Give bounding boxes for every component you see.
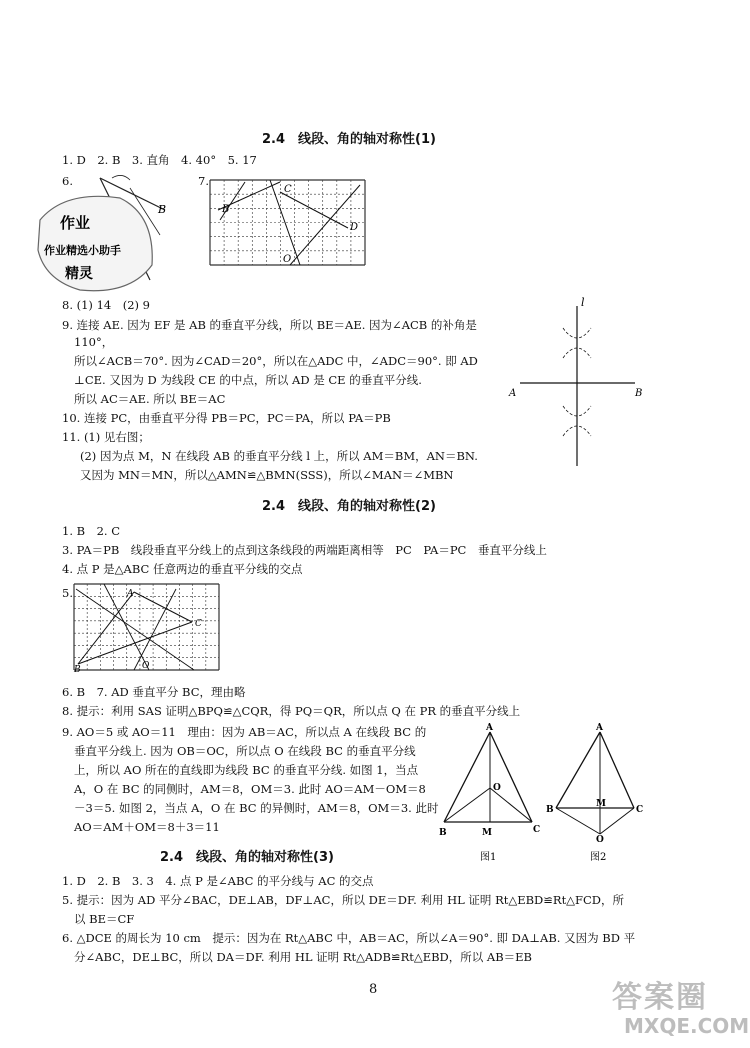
s1-line-10: 10. 连接 PC，由垂直平分得 PB＝PC，PC＝PA，所以 PA＝PB xyxy=(62,411,391,425)
watermark-url: MXQE.COM xyxy=(624,1014,750,1038)
s1-line-4: 8. (1) 14 (2) 9 xyxy=(62,298,150,312)
s1-line-12: (2) 因为点 M，N 在线段 AB 的垂直平分线 l 上，所以 AM＝BM，AN＝BN. xyxy=(80,449,478,463)
s1-line-9: 所以 AC＝AE. 所以 BE＝AC xyxy=(74,392,226,406)
s3-line-5: 分∠ABC，DE⊥BC，所以 DA＝DF. 利用 HL 证明 Rt△ADB≌Rt△EBD，所以 AB＝EB xyxy=(74,950,533,964)
s2-line-2: 3. PA＝PB 线段垂直平分线上的点到这条线段的两端距离相等 PC PA＝PC 垂直平分线上 xyxy=(62,543,547,557)
s1-line-1: 1. D 2. B 3. 直角 4. 40° 5. 17 xyxy=(62,153,257,167)
s2-line-5: 6. B 7. AD 垂直平分 BC，理由略 xyxy=(62,685,246,699)
s2-line-12: AO＝AM＋OM＝8＋3＝11 xyxy=(74,820,220,834)
fig5-label-a: A xyxy=(127,589,134,599)
fig7-label-d: D xyxy=(350,222,359,233)
s1-line-7: 所以∠ACB＝70°. 因为∠CAD＝20°，所以在△ADC 中，∠ADC＝90°. 即 AD xyxy=(74,354,478,368)
fig2-label-c: C xyxy=(636,805,644,815)
fig2-label-a: A xyxy=(596,723,603,733)
s2-line-7: 9. AO＝5 或 AO＝11 理由：因为 AB＝AC，所以点 A 在线段 BC 的 xyxy=(62,725,427,739)
fig1-label-a: A xyxy=(486,723,493,733)
fig11-label-b: B xyxy=(635,388,643,399)
s2-line-3: 4. 点 P 是△ABC 任意两边的垂直平分线的交点 xyxy=(62,562,303,576)
figure-2 xyxy=(546,722,656,862)
section-1-title: 2.4 线段、角的轴对称性(1) xyxy=(262,132,436,147)
stamp-line-1: 作业 xyxy=(60,214,91,232)
stamp-line-3: 精灵 xyxy=(65,266,93,282)
fig11-label-l: l xyxy=(581,296,585,309)
fig2-label-b: B xyxy=(546,805,554,815)
fig1-caption: 图1 xyxy=(480,852,497,863)
s1-line-13: 又因为 MN＝MN，所以△AMN≌△BMN(SSS)，所以∠MAN＝∠MBN xyxy=(80,468,454,482)
s2-line-10: A，O 在 BC 的同侧时，AM＝8，OM＝3. 此时 AO＝AM－OM＝8 xyxy=(74,782,426,796)
s1-line-11: 11. (1) 见右图； xyxy=(62,430,150,444)
s1-line-3: 7. xyxy=(198,174,209,188)
fig5-label-o: O xyxy=(142,661,150,671)
fig1-label-m: M xyxy=(482,828,492,838)
s3-line-4: 6. △DCE 的周长为 10 cm 提示：因为在 Rt△ABC 中，AB＝AC，所以∠A＝90°. 即 DA⊥AB. 又因为 BD 平 xyxy=(62,931,636,945)
page-number: 8 xyxy=(369,982,378,997)
s1-line-5: 9. 连接 AE. 因为 EF 是 AB 的垂直平分线，所以 BE＝AE. 因为∠ACB 的补角是 xyxy=(62,318,477,332)
fig6-label-b: B xyxy=(158,203,167,216)
section-3-title: 2.4 线段、角的轴对称性(3) xyxy=(160,850,334,865)
s2-line-6: 8. 提示：利用 SAS 证明△BPQ≌△CQR，得 PQ＝QR，所以点 Q 在 PR 的垂直平分线上 xyxy=(62,704,521,718)
fig2-label-o: O xyxy=(596,835,604,845)
fig2-label-m: M xyxy=(596,799,606,809)
s2-line-9: 上，所以 AO 所在的直线即为线段 BC 的垂直平分线. 如图 1，当点 xyxy=(74,763,419,777)
s2-line-8: 垂直平分线上. 因为 OB＝OC，所以点 O 在线段 BC 的垂直平分线 xyxy=(74,744,416,758)
fig7-label-o: O xyxy=(283,254,292,265)
fig7-label-b: B xyxy=(222,204,230,215)
figure-5-grid xyxy=(74,584,224,674)
s3-line-2: 5. 提示：因为 AD 平分∠BAC，DE⊥AB，DF⊥AC，所以 DE＝DF. 利用 HL 证明 Rt△EBD≌Rt△FCD，所 xyxy=(62,893,625,907)
stamp-line-2: 作业精选小助手 xyxy=(44,244,121,257)
s3-line-1: 1. D 2. B 3. 3 4. 点 P 是∠ABC 的平分线与 AC 的交点 xyxy=(62,874,374,888)
watermark-logo: 答案圈 xyxy=(612,980,708,1015)
fig5-label-c: C xyxy=(195,619,202,629)
s3-line-3: 以 BE＝CF xyxy=(74,912,135,926)
fig5-label-b: B xyxy=(74,665,81,675)
fig7-label-c: C xyxy=(284,184,292,195)
section-2-title: 2.4 线段、角的轴对称性(2) xyxy=(262,499,436,514)
fig1-label-o: O xyxy=(493,783,501,793)
figure-1 xyxy=(436,722,546,862)
fig1-label-c: C xyxy=(533,825,541,835)
s1-line-6: 110°， xyxy=(74,335,114,349)
s2-line-1: 1. B 2. C xyxy=(62,524,121,538)
s1-line-8: ⊥CE. 又因为 D 为线段 CE 的中点，所以 AD 是 CE 的垂直平分线. xyxy=(74,373,422,387)
fig1-label-b: B xyxy=(439,828,447,838)
figure-7-grid xyxy=(210,180,370,270)
fig2-caption: 图2 xyxy=(590,852,607,863)
s2-line-4: 5. xyxy=(62,586,73,600)
figure-11 xyxy=(505,296,655,471)
s1-line-2: 6. xyxy=(62,174,73,188)
figure-6 xyxy=(30,170,190,300)
s2-line-11: －3＝5. 如图 2，当点 A，O 在 BC 的异侧时，AM＝8，OM＝3. 此时 xyxy=(74,801,439,815)
fig11-label-a: A xyxy=(509,388,517,399)
